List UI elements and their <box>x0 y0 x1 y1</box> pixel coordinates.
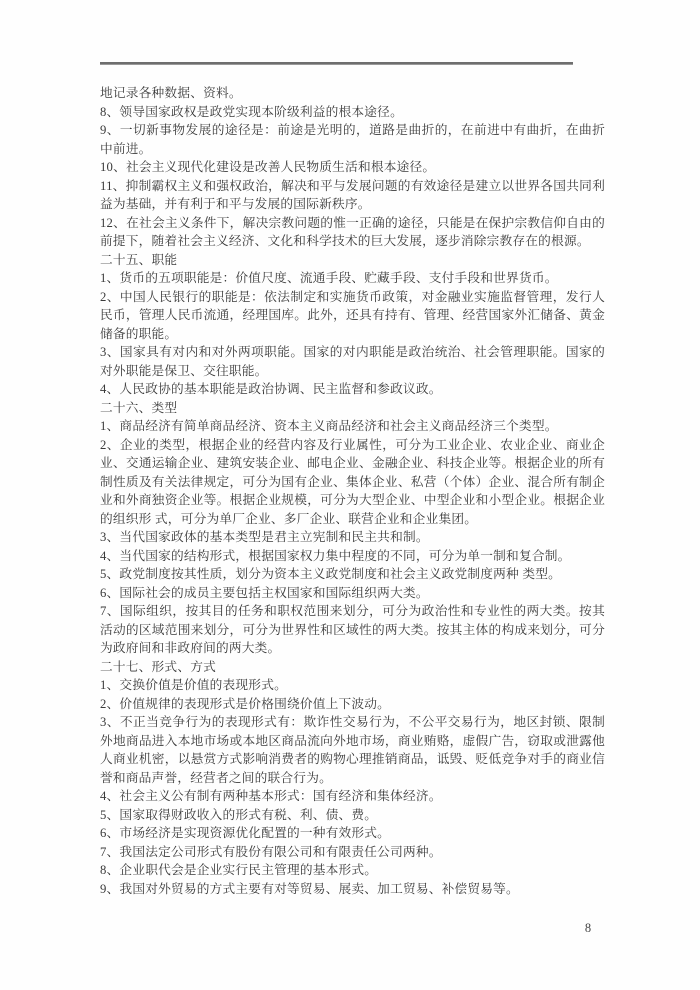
section-heading-26: 二十六、类型 <box>100 400 178 415</box>
list-item: 1、商品经济有简单商品经济、资本主义商品经济和社会主义商品经济三个类型。 <box>100 419 558 433</box>
list-item: 5、政党制度按其性质，划分为资本主义政党制度和社会主义政党制度两种 类型。 <box>100 567 561 581</box>
list-item: 11、抑制霸权主义和强权政治，解决和平与发展问题的有效途径是建立以世界各国共同利益为基础，并有利于和平与发展的国际新秩序。 <box>100 178 605 211</box>
section-heading-25: 二十五、职能 <box>100 252 178 267</box>
list-item: 4、社会主义公有制有两种基本形式：国有经济和集体经济。 <box>100 789 442 803</box>
list-item: 8、领导国家政权是政党实现本阶级利益的根本途径。 <box>100 104 403 119</box>
list-item: 9、一切新事物发展的途径是：前途是光明的，道路是曲折的，在前进中有曲折，在曲折中前进。 <box>100 123 605 156</box>
list-item: 10、社会主义现代化建设是改善人民物质生活和根本途径。 <box>100 160 436 174</box>
list-item: 4、人民政协的基本职能是政治协调、民主监督和参政议政。 <box>100 382 442 396</box>
list-item: 9、我国对外贸易的方式主要有对等贸易、展卖、加工贸易、补偿贸易等。 <box>100 881 519 896</box>
list-item: 2、企业的类型，根据企业的经营内容及行业属性，可分为工业企业、农业企业、商业企业、交通运输企业、建筑安装企业、邮电企业、金融企业、科技企业等。根据企业的所有制性质及有关法律规定，可分为国有企业、集体企业、私营（个体）企业、混合所有制企业和外商独资企业等。根据企业规模，可分为大型企业、中型企业和小型企业。根据企业的组织形 式，可分为单厂企业、多厂企业、联营企业和企业集团。 <box>100 437 605 526</box>
list-item: 7、我国法定公司形式有股份有限公司和有限责任公司两种。 <box>100 844 442 859</box>
list-item: 3、当代国家政体的基本类型是君主立宪制和民主共和制。 <box>100 530 429 544</box>
list-item: 4、当代国家的结构形式，根据国家权力集中程度的不同，可分为单一制和复合制。 <box>100 548 571 563</box>
list-item: 1、交换价值是价值的表现形式。 <box>100 678 287 692</box>
list-item: 3、不正当竞争行为的表现形式有：欺诈性交易行为，不公平交易行为，地区封锁、限制外地商品进入本地市场或本地区商品流向外地市场，商业贿赂，虚假广告，窃取或泄露他人商业机密，以悬赏方式影响消费者的购物心理推销商品，诋毁、贬低竞争对手的商业信誉和商品声誉，经营者之间的联合行为。 <box>100 715 605 785</box>
list-item: 3、国家具有对内和对外两项职能。国家的对内职能是政治统治、社会管理职能。国家的对外职能是保卫、交往职能。 <box>100 345 605 378</box>
list-item: 5、国家取得财政收入的形式有税、利、债、费。 <box>100 807 378 822</box>
page-number: 8 <box>584 921 592 935</box>
list-item: 1、货币的五项职能是：价值尺度、流通手段、贮藏手段、支付手段和世界货币。 <box>100 271 558 285</box>
list-item: 2、价值规律的表现形式是价格围绕价值上下波动。 <box>100 696 391 711</box>
section-heading-27: 二十七、形式、方式 <box>100 659 216 674</box>
list-item: 8、企业职代会是企业实行民主管理的基本形式。 <box>100 863 378 877</box>
list-item: 6、国际社会的成员主要包括主权国家和国际组织两大类。 <box>100 585 429 600</box>
list-item: 7、国际组织，按其目的任务和职权范围来划分，可分为政治性和专业性的两大类。按其活动的区域范围来划分，可分为世界性和区域性的两大类。按其主体的构成来划分，可分为政府间和非政府间的两大类。 <box>100 604 605 655</box>
header-rule <box>100 62 573 65</box>
list-item: 12、在社会主义条件下，解决宗教问题的惟一正确的途径，只能是在保护宗教信仰自由的前提下，随着社会主义经济、文化和科学技术的巨大发展，逐步消除宗教存在的根源。 <box>100 215 605 248</box>
document-body <box>100 84 605 898</box>
list-item: 2、中国人民银行的职能是：依法制定和实施货币政策，对金融业实施监督管理，发行人民币，管理人民币流通，经理国库。此外，还具有持有、管理、经营国家外汇储备、黄金储备的职能。 <box>100 289 605 341</box>
continuation-paragraph: 地记录各种数据、资料。 <box>100 86 242 100</box>
list-item: 6、市场经济是实现资源优化配置的一种有效形式。 <box>100 826 391 840</box>
